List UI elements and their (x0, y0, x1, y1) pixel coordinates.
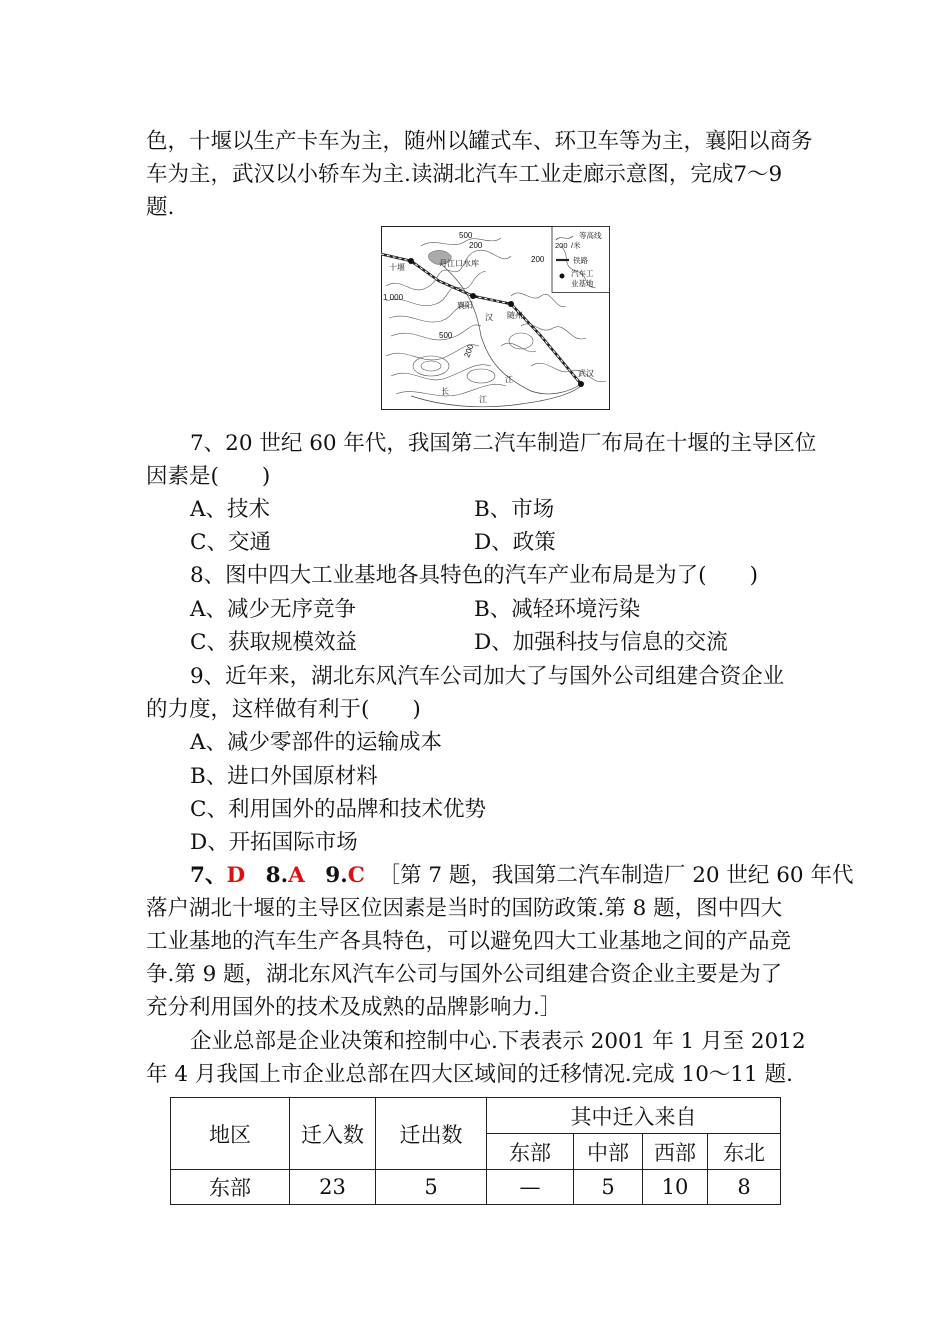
answer-8-number: 8. (265, 863, 289, 888)
q9-option-a: A、减少零部件的运输成本 (190, 730, 443, 755)
answer-9-value: C (347, 863, 365, 888)
label-c1000: 1 000 (383, 293, 404, 302)
answer-7-value: D (226, 863, 246, 888)
answer-line-1 (190, 864, 853, 888)
q9-option-d: D、开拓国际市场 (190, 830, 358, 855)
intro-line-1: 色，十堰以生产卡车为主，随州以罐式车、环卫车等为主，襄阳以商务 (146, 129, 813, 154)
legend-railway-label: 铁路 (573, 256, 588, 265)
passage2-line-2: 年 4 月我国上市企业总部在四大区域间的迁移情况.完成 10～11 题. (146, 1062, 793, 1087)
answer-line-5: 充分利用国外的技术及成熟的品牌影响力.］ (146, 995, 562, 1020)
header-from: 其中迁入来自 (487, 1098, 781, 1134)
cell-from-central: 5 (574, 1170, 643, 1205)
answer-explanation-start: ［第 7 题，我国第二汽车制造厂 20 世纪 60 年代 (378, 863, 854, 888)
q8-option-c: C、获取规模效益 (190, 630, 357, 655)
legend-base-label1: 汽车工 (571, 269, 594, 278)
label-c200c: 200 (462, 343, 476, 359)
label-c500a: 500 (459, 231, 473, 240)
q8-stem: 8、图中四大工业基地各具特色的汽车产业布局是为了( ) (190, 563, 758, 588)
q8-option-a: A、减少无序竞争 (190, 597, 357, 622)
legend-contour-label2: /米 (571, 241, 581, 250)
q7-option-a: A、技术 (190, 497, 271, 522)
label-jiang1: 江 (505, 375, 513, 384)
legend-contour-value: 200 (555, 241, 568, 250)
header-out: 迁出数 (376, 1098, 487, 1170)
label-c200a: 200 (469, 241, 483, 250)
label-suizhou: 随州 (507, 311, 523, 320)
legend-base-label2: 业基地 (571, 279, 594, 288)
suizhou-dot (508, 301, 514, 307)
q7-stem-line-2: 因素是( ) (146, 464, 271, 489)
q9-stem-line-2: 的力度，这样做有利于( ) (146, 697, 421, 722)
cell-from-northeast: 8 (708, 1170, 781, 1205)
subheader-west: 西部 (643, 1134, 708, 1170)
cell-from-east: — (487, 1170, 574, 1205)
shiyan-dot (408, 258, 414, 264)
xiangyang-dot (470, 293, 476, 299)
subheader-northeast: 东北 (708, 1134, 781, 1170)
answer-line-3: 工业基地的汽车生产各具特色，可以避免四大工业基地之间的产品竞 (146, 929, 792, 954)
answer-8-value: A (288, 863, 305, 888)
label-c500b: 500 (439, 331, 453, 340)
cell-out: 5 (376, 1170, 487, 1205)
label-xiangyang: 襄阳 (457, 301, 473, 310)
q7-option-c: C、交通 (190, 530, 271, 555)
cell-region: 东部 (171, 1170, 290, 1205)
intro-line-2: 车为主，武汉以小轿车为主.读湖北汽车工业走廊示意图，完成7～9 (146, 162, 783, 187)
label-chang: 长 (441, 387, 449, 396)
q9-stem-line-1: 9、近年来，湖北东风汽车公司加大了与国外公司组建合资企业 (190, 664, 785, 689)
q9-option-c: C、利用国外的品牌和技术优势 (190, 797, 486, 822)
label-shiyan: 十堰 (389, 263, 405, 272)
cell-from-west: 10 (643, 1170, 708, 1205)
wuhan-dot (578, 381, 584, 387)
header-in: 迁入数 (290, 1098, 376, 1170)
q7-option-b: B、市场 (474, 497, 555, 522)
passage2-line-1: 企业总部是企业决策和控制中心.下表表示 2001 年 1 月至 2012 (190, 1029, 806, 1054)
answer-line-4: 争.第 9 题，湖北东风汽车公司与国外公司组建合资企业主要是为了 (146, 962, 783, 987)
label-c200b: 200 (531, 255, 545, 264)
answer-line-2: 落户湖北十堰的主导区位因素是当时的国防政策.第 8 题，图中四大 (146, 896, 783, 921)
subheader-east: 东部 (487, 1134, 574, 1170)
table-row (171, 1170, 781, 1205)
cell-in: 23 (290, 1170, 376, 1205)
label-han: 汉 (485, 313, 493, 322)
answer-7-number: 7、 (190, 863, 227, 888)
intro-line-3: 题. (146, 195, 175, 220)
hubei-auto-corridor-map (381, 226, 610, 410)
label-jiang2: 江 (479, 395, 487, 404)
q9-option-b: B、进口外国原材料 (190, 764, 378, 789)
answer-9-number: 9. (325, 863, 348, 888)
subheader-central: 中部 (574, 1134, 643, 1170)
q7-option-d: D、政策 (474, 530, 556, 555)
q7-stem-line-1: 7、20 世纪 60 年代，我国第二汽车制造厂布局在十堰的主导区位 (190, 431, 817, 456)
q8-option-d: D、加强科技与信息的交流 (474, 630, 728, 655)
q8-option-b: B、减轻环境污染 (474, 597, 641, 622)
legend-contour-label1: 等高线 (579, 231, 602, 240)
migration-table (170, 1097, 781, 1205)
header-region: 地区 (171, 1098, 290, 1170)
label-reservoir: 丹江口水库 (439, 259, 479, 268)
label-wuhan: 武汉 (578, 369, 594, 378)
